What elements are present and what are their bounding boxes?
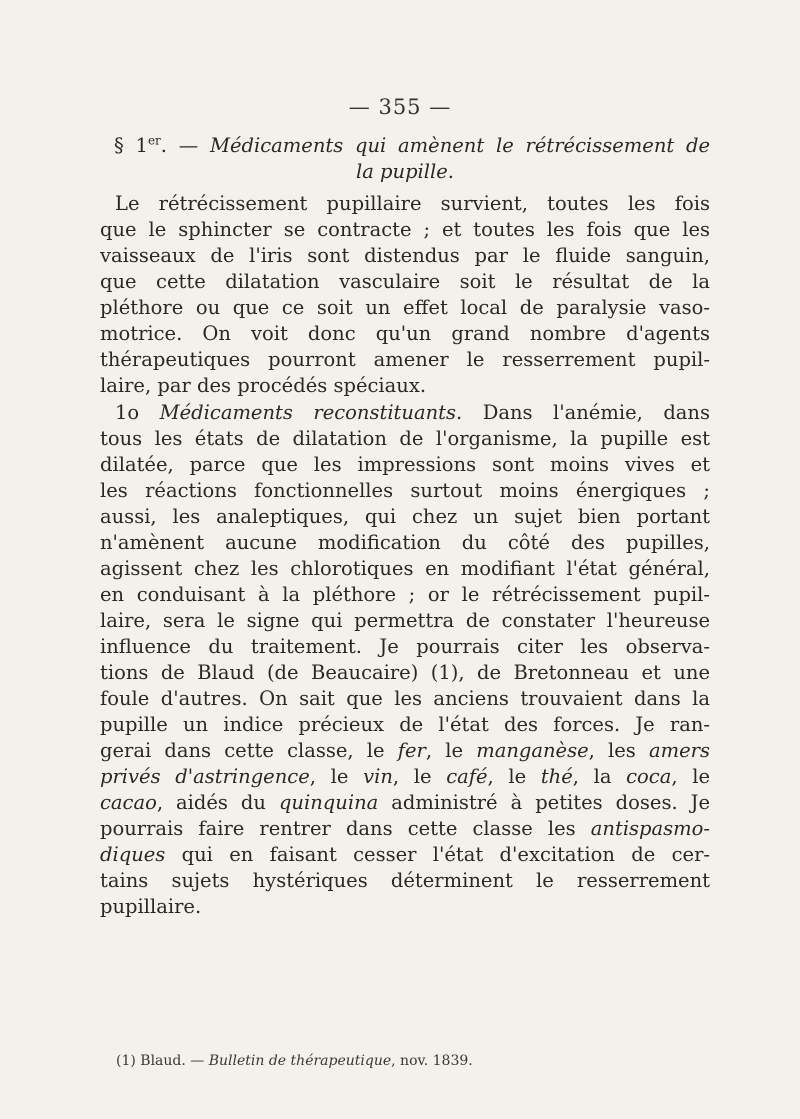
term-cafe: café: [446, 765, 488, 788]
term-fer: fer: [397, 739, 426, 762]
term-quinquina: quinquina: [278, 791, 379, 814]
p2-line: gerai dans cette classe, le fer, le manganèse, les amers: [100, 739, 710, 762]
p1-line: Le rétrécissement pupillaire survient, toutes les fois: [115, 192, 710, 215]
footnote-date: , nov. 1839.: [391, 1053, 473, 1069]
p2-line: dilatée, parce que les impressions sont moins vives et: [100, 453, 710, 476]
item-number: 1o: [115, 401, 140, 424]
p1-line: motrice. On voit donc qu'un grand nombre d'agents: [100, 322, 710, 345]
section-title-line2: la pupille.: [355, 160, 455, 183]
p2-line: pupille un indice précieux de l'état des forces. Je ran-: [100, 713, 710, 736]
item-title: Médicaments reconstituants.: [159, 401, 463, 424]
term-antispasmodiques-end: diques: [100, 843, 166, 866]
p2-line: en conduisant à la pléthore ; or le rétrécissement pupil-: [100, 583, 710, 606]
p2-line: laire, sera le signe qui permettra de constater l'heureuse: [100, 609, 710, 632]
p1-line: thérapeutiques pourront amener le resserrement pupil-: [100, 348, 710, 371]
p2-line: tains sujets hystériques déterminent le resserrement: [100, 869, 710, 892]
p2-line: aussi, les analeptiques, qui chez un sujet bien portant: [100, 505, 710, 528]
p2-line: influence du traitement. Je pourrais citer les observa-: [100, 635, 710, 658]
p2-line: privés d'astringence, le vin, le café, le thé, la coca, le: [100, 765, 710, 788]
term-manganese: manganèse: [476, 739, 589, 762]
p1-line: pléthore ou que ce soit un effet local de paralysie vaso-: [100, 296, 710, 319]
term-amers: amers: [648, 739, 710, 762]
section-number-sup: er: [147, 133, 161, 148]
p2-line: pourrais faire rentrer dans cette classe les antispasmo-: [100, 817, 710, 840]
footnote: [116, 1053, 473, 1069]
p1-line: que cette dilatation vasculaire soit le résultat de la: [100, 270, 710, 293]
p1-line: que le sphincter se contracte ; et toutes les fois que les: [100, 218, 710, 241]
footnote-journal: Bulletin de thérapeutique: [208, 1053, 392, 1069]
term-antispasmodiques: antispasmo-: [590, 817, 710, 840]
p1-line: vaisseaux de l'iris sont distendus par le fluide sanguin,: [100, 244, 710, 267]
term-coca: coca: [626, 765, 672, 788]
term-vin: vin: [363, 765, 393, 788]
p2-line: tous les états de dilatation de l'organisme, la pupille est: [100, 427, 710, 450]
p2-line: agissent chez les chlorotiques en modifiant l'état général,: [100, 557, 710, 580]
term-astringence: privés d'astringence: [100, 765, 310, 788]
p2-line: 1o Médicaments reconstituants. Dans l'anémie, dans: [115, 401, 710, 424]
page-number: — 355 —: [348, 95, 452, 119]
p2-line: cacao, aidés du quinquina administré à petites doses. Je: [100, 791, 710, 814]
term-the: thé: [540, 765, 573, 788]
section-heading: § 1er. — Médicaments qui amènent le rétrécissement de: [114, 133, 711, 157]
p2-line: tions de Blaud (de Beaucaire) (1), de Bretonneau et une: [100, 661, 710, 684]
section-number: § 1: [114, 134, 148, 157]
p2-line: les réactions fonctionnelles surtout moins énergiques ;: [100, 479, 710, 502]
term-cacao: cacao: [100, 791, 157, 814]
section-title-line1: Médicaments qui amènent le rétrécissement de: [210, 134, 711, 157]
p2-line: foule d'autres. On sait que les anciens trouvaient dans la: [100, 687, 710, 710]
footnote-number: (1) Blaud. —: [116, 1053, 205, 1069]
p2-line: pupillaire.: [100, 895, 202, 918]
p1-line: laire, par des procédés spéciaux.: [100, 374, 427, 397]
p2-line: n'amènent aucune modification du côté des pupilles,: [100, 531, 710, 554]
p2-line: diques qui en faisant cesser l'état d'excitation de cer-: [100, 843, 710, 866]
